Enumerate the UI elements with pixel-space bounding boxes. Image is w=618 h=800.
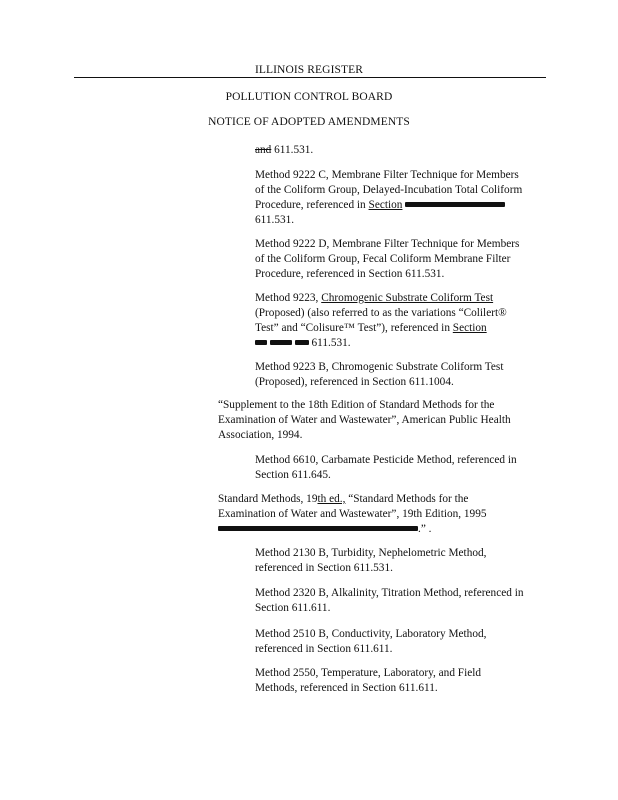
section-link: Section [368, 199, 403, 211]
redaction-mark [255, 340, 267, 345]
redaction-mark [295, 340, 309, 345]
struck-text: and [255, 144, 272, 156]
notice-title: NOTICE OF ADOPTED AMENDMENTS [208, 116, 410, 128]
redaction-mark [218, 526, 418, 531]
section-link: Section [452, 322, 487, 334]
entry-continuation: and 611.531. [255, 144, 314, 156]
register-title: ILLINOIS REGISTER [254, 64, 364, 76]
document-page: ILLINOIS REGISTER POLLUTION CONTROL BOARD NOTICE OF ADOPTED AMENDMENTS and 611.531. Method 9222 C, Membrane Filter Technique for Members of the Coliform Group, Delayed-Incubation Total Coliform Procedure, referenced in Section 611.531. Method 9222 D, Membrane Filter Technique for Members of the Coliform Group, Fecal Coliform Membrane Filter Procedure, referenced in Section 611.531. Method 9223, Chromogenic Substrate Coliform Test (Proposed) (also referred to as the variations “Colilert® Test” and “Colisure™ Test”), referenced in Section 611.531. Method 9223 B, Chromogenic Substrate Coliform Test (Proposed), referenced in Section 611.1004. “Supplement to the 18th Edition of Standard Methods for the Examination of Water and Wastewater”, American Public Health Association, 1994. Method 6610, Carbamate Pesticide Method, referenced in Section 611.645. Standard Methods, 19th ed., “Standard Methods for the Examination of Water and Wastewater”, 19th Edition, 1995 .” . Method 2130 B, Turbidity, Nephelometric Method, referenced in Section 611.531. Method 2320 B, Alkalinity, Titration Method, referenced in Section 611.611. Method 2510 B, Conductivity, Laboratory Method, referenced in Section 611.611. Method 2550, Temperature, Laboratory, and Field Methods, referenced in Section 611.611. [0, 0, 618, 800]
board-title: POLLUTION CONTROL BOARD [225, 91, 393, 103]
redaction-mark [405, 202, 505, 207]
header-rule [74, 77, 546, 78]
redaction-mark [270, 340, 292, 345]
